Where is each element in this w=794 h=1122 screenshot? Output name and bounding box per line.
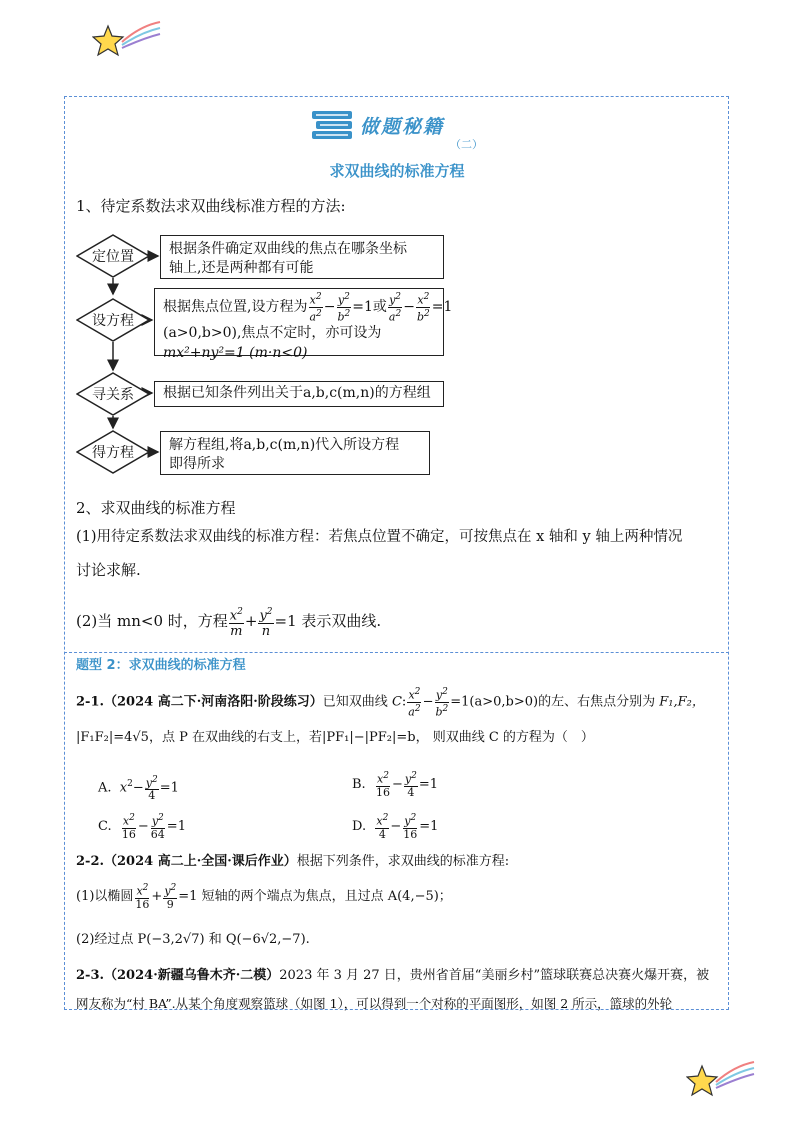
fraction: $\frac{y^2}{64}$ bbox=[150, 813, 165, 841]
flow-desc-box bbox=[154, 381, 444, 407]
fraction: $\frac{y^2}{4}$ bbox=[404, 771, 417, 799]
option-letter: C. bbox=[98, 818, 112, 834]
flow-desc-line: mx²+ny²=1 (m·n<0) bbox=[163, 345, 308, 362]
condition: =1(a>0,b>0) bbox=[450, 694, 539, 710]
flow-step-label: 寻关系 bbox=[92, 387, 134, 403]
question-type-heading: 题型 2：求双曲线的标准方程 bbox=[76, 658, 246, 673]
question-text: 已知双曲线 bbox=[322, 694, 388, 710]
fraction: $\frac{y^2}{16}$ bbox=[403, 813, 418, 841]
fraction: $\frac{y^2}{a^2}$ bbox=[388, 292, 402, 324]
question-2-1-line2 bbox=[76, 728, 594, 748]
option-tail: =1 bbox=[419, 818, 439, 834]
option-a[interactable]: A. $x^2-$ $\frac{y^2}{4}$ =1 bbox=[98, 774, 179, 803]
or-text: 或 bbox=[372, 299, 387, 316]
option-d[interactable]: D. $\frac{x^2}{4}$ − $\frac{y^2}{16}$ =1 bbox=[352, 813, 439, 841]
foci-label: F₁,F₂， bbox=[659, 694, 705, 710]
fraction: $\frac{x^2}{m}$ bbox=[229, 606, 243, 640]
part1-heading: 1、待定系数法求双曲线标准方程的方法: bbox=[76, 197, 346, 215]
fraction: $\frac{y^2}{b^2}$ bbox=[337, 292, 351, 324]
question-text: ，点 P 在双曲线的右支上，若 bbox=[148, 730, 322, 745]
question-number: 2-2. bbox=[76, 854, 105, 869]
flow-step-result bbox=[76, 430, 150, 474]
question-2-3-line2: 网友称为“村 BA”.从某个角度观察篮球（如图 1），可以得到一个对称的平面图形，如图 2 所示，篮球的外轮 bbox=[76, 996, 673, 1011]
option-b[interactable]: B. $\frac{x^2}{16}$ − $\frac{y^2}{4}$ =1 bbox=[352, 771, 438, 799]
question-2-2-sub2: (2)经过点 P(−3,2√7) 和 Q(−6√2,−7). bbox=[76, 932, 310, 947]
question-text: (1)以椭圆 bbox=[76, 889, 134, 904]
question-number: 2-3. bbox=[76, 968, 105, 983]
fraction: $\frac{x^2}{16}$ bbox=[121, 813, 136, 841]
part2-text: (2)当 mn<0 时，方程 bbox=[76, 612, 228, 630]
part2-text: =1 表示双曲线. bbox=[274, 612, 382, 630]
flow-step-label: 得方程 bbox=[92, 445, 134, 461]
question-source: （2024 高二上·全国·课后作业） bbox=[104, 854, 297, 869]
flow-step-locate bbox=[76, 234, 150, 278]
option-letter: B. bbox=[352, 776, 366, 792]
fraction: $\frac{y^2}{4}$ bbox=[145, 774, 158, 803]
question-2-2 bbox=[76, 852, 509, 872]
flow-desc-line: 轴上,还是两种都有可能 bbox=[169, 260, 314, 276]
part2-heading: 2、求双曲线的标准方程 bbox=[76, 499, 236, 517]
flow-desc-line: 解方程组,将a,b,c(m,n)代入所设方程 bbox=[169, 437, 400, 453]
eq-tail: =1 bbox=[352, 299, 373, 316]
question-2-3 bbox=[76, 966, 709, 986]
flow-step-label: 设方程 bbox=[92, 313, 134, 329]
question-source: （2024·新疆乌鲁木齐·二模） bbox=[104, 968, 280, 983]
question-source: （2024 高二下·河南洛阳·阶段练习） bbox=[104, 694, 323, 710]
fraction: $\frac{x^2}{16}$ bbox=[375, 771, 390, 799]
fraction: $\frac{x^2}{4}$ bbox=[376, 813, 389, 841]
option-tail: =1 bbox=[418, 776, 438, 792]
question-text: 根据下列条件，求双曲线的标准方程: bbox=[296, 854, 510, 869]
flow-step-equation bbox=[76, 298, 150, 342]
flow-step-label: 定位置 bbox=[92, 249, 134, 265]
logo-title: 做题秘籍 bbox=[360, 116, 445, 138]
logo-subtitle: （二） bbox=[450, 138, 483, 151]
question-text: ， 则双曲线 C 的方程为（ ） bbox=[415, 730, 594, 745]
option-letter: A. bbox=[98, 780, 112, 796]
question-number: 2-1. bbox=[76, 694, 105, 710]
flow-desc-line: 根据条件确定双曲线的焦点在哪条坐标 bbox=[169, 241, 407, 257]
flow-desc-box bbox=[154, 288, 453, 362]
math-expr: |F₁F₂|=4√5 bbox=[76, 730, 149, 745]
flow-desc-line: 根据焦点位置,设方程为 $\frac{x^2}{a^2}$ − $\frac{y^2}{b^2}$ =1或 $\frac{y^2}{a^2}$ − $\frac{x^2}{b^2}$ =1 bbox=[163, 292, 453, 324]
part2-line: (1)用待定系数法求双曲线的标准方程：若焦点位置不确定，可按焦点在 x 轴和 y 轴上两种情况 bbox=[76, 529, 683, 545]
option-c[interactable]: C. $\frac{x^2}{16}$ − $\frac{y^2}{64}$ =1 bbox=[98, 813, 186, 841]
question-2-1: 2-1.（2024 高二下·河南洛阳·阶段练习）已知双曲线 C: $\frac{x^2}{a^2}$ − $\frac{y^2}{b^2}$ =1(a>0,b>0)的左、右焦点分别为 F₁,F₂， bbox=[76, 687, 705, 719]
option-letter: D. bbox=[352, 818, 367, 834]
fraction: $\frac{x^2}{b^2}$ bbox=[416, 292, 430, 324]
fraction: $\frac{y^2}{n}$ bbox=[259, 606, 273, 640]
flow-desc-line: 根据已知条件列出关于a,b,c(m,n)的方程组 bbox=[163, 385, 431, 401]
option-tail: =1 bbox=[159, 780, 179, 796]
flow-desc-box bbox=[160, 431, 430, 475]
fraction: $\frac{x^2}{a^2}$ bbox=[408, 687, 421, 719]
fraction: $\frac{y^2}{9}$ bbox=[164, 883, 177, 911]
flow-desc-line: (a>0,b>0),焦点不定时，亦可设为 bbox=[163, 325, 382, 342]
question-text: 2023 年 3 月 27 日，贵州省首届“美丽乡村”篮球联赛总决赛火爆开赛，被 bbox=[279, 968, 710, 983]
flow-desc-line: 即得所求 bbox=[169, 456, 225, 472]
flow-step-relation bbox=[76, 372, 150, 416]
fraction: $\frac{y^2}{b^2}$ bbox=[435, 687, 449, 719]
flow-desc-text: 根据焦点位置,设方程为 bbox=[163, 299, 308, 316]
flow-desc-box bbox=[160, 235, 444, 279]
question-text: =1 短轴的两个端点为焦点，且过点 A(4,−5)； bbox=[178, 889, 452, 904]
question-text: 的左、右焦点分别为 bbox=[538, 694, 656, 710]
part2-line: 讨论求解. bbox=[76, 561, 141, 579]
math-expr: |PF₁|−|PF₂|=b bbox=[321, 730, 416, 745]
section-title: 求双曲线的标准方程 bbox=[329, 162, 465, 180]
question-2-2-sub1: (1)以椭圆 $\frac{x^2}{16}$ + $\frac{y^2}{9}$ =1 短轴的两个端点为焦点，且过点 A(4,−5)； bbox=[76, 883, 452, 911]
option-tail: =1 bbox=[166, 818, 186, 834]
eq-tail: =1 bbox=[431, 299, 453, 316]
part2-line: (2)当 mn<0 时，方程 $\frac{x^2}{m}$ + $\frac{y^2}{n}$ =1 表示双曲线. bbox=[76, 606, 382, 640]
fraction: $\frac{x^2}{a^2}$ bbox=[309, 292, 322, 324]
fraction: $\frac{x^2}{16}$ bbox=[135, 883, 150, 911]
